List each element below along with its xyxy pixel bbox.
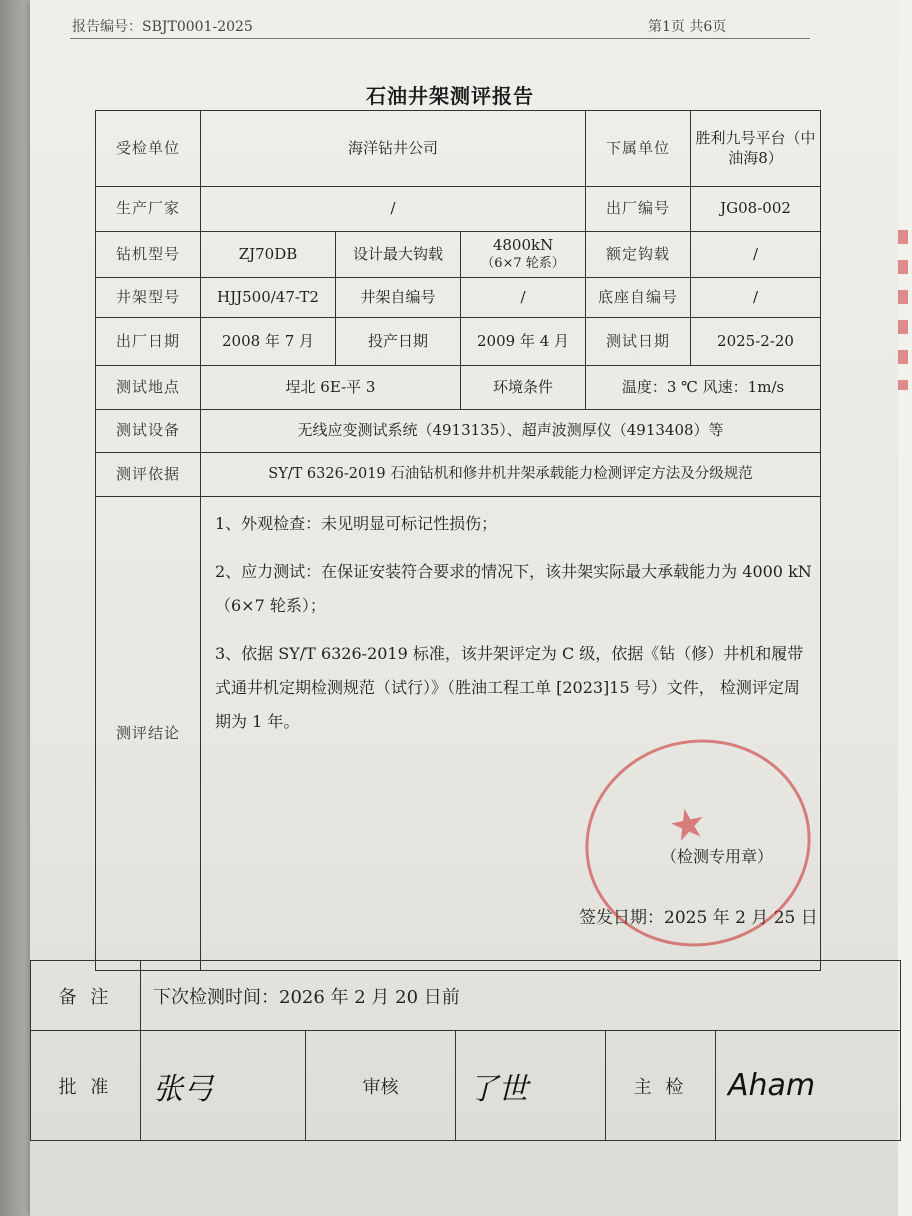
equipment-value: 无线应变测试系统（4913135）、超声波测厚仪（4913408）等 bbox=[201, 410, 821, 453]
env-label: 环境条件 bbox=[461, 366, 586, 410]
test-date-value: 2025-2-20 bbox=[691, 318, 821, 366]
table-row bbox=[31, 1031, 901, 1141]
factory-no-label: 出厂编号 bbox=[586, 187, 691, 232]
test-date-label: 测试日期 bbox=[586, 318, 691, 366]
factory-date-label: 出厂日期 bbox=[96, 318, 201, 366]
derrick-no-value: / bbox=[461, 278, 586, 318]
table-row bbox=[96, 232, 821, 278]
max-hook-load: 4800kN bbox=[492, 236, 554, 255]
basis-value: SY/T 6326-2019 石油钻机和修井机井架承载能力检测评定方法及分级规范 bbox=[201, 453, 821, 497]
factory-no-value: JG08-002 bbox=[691, 187, 821, 232]
table-row bbox=[96, 111, 821, 187]
approve-signature: 张弓 bbox=[141, 1031, 306, 1141]
background-sheet bbox=[0, 0, 30, 1216]
table-row bbox=[96, 278, 821, 318]
table-row bbox=[96, 453, 821, 497]
report-number: 报告编号：SBJT0001-2025 bbox=[72, 19, 253, 35]
base-no-label: 底座自编号 bbox=[586, 278, 691, 318]
inspector-label: 主 检 bbox=[606, 1031, 716, 1141]
margin-stamp-mark bbox=[898, 230, 908, 390]
derrick-model-value: HJJ500/47-T2 bbox=[201, 278, 336, 318]
table-row bbox=[96, 410, 821, 453]
star-icon: ★ bbox=[664, 796, 712, 853]
sub-unit-value: 胜利九号平台（中油海8） bbox=[691, 111, 821, 187]
table-row bbox=[96, 187, 821, 232]
remarks-value: 下次检测时间：2026 年 2 月 20 日前 bbox=[141, 961, 901, 1031]
conclusion-label: 测评结论 bbox=[96, 497, 201, 971]
basis-label: 测评依据 bbox=[96, 453, 201, 497]
rig-model-value: ZJ70DB bbox=[201, 232, 336, 278]
review-signature: 了世 bbox=[456, 1031, 606, 1141]
report-title: 石油井架测评报告 bbox=[366, 84, 534, 108]
stamp-label: （检测专用章） bbox=[661, 847, 774, 866]
max-hook-label: 设计最大钩载 bbox=[336, 232, 461, 278]
commission-date-value: 2009 年 4 月 bbox=[461, 318, 586, 366]
test-site-label: 测试地点 bbox=[96, 366, 201, 410]
table-row bbox=[96, 366, 821, 410]
test-site-value: 埕北 6E-平 3 bbox=[201, 366, 461, 410]
sign-date: 签发日期：2025 年 2 月 25 日 bbox=[579, 908, 818, 928]
factory-date-value: 2008 年 7 月 bbox=[201, 318, 336, 366]
max-hook-sub: （6×7 轮系） bbox=[481, 255, 565, 271]
inspector-signature: Aham bbox=[716, 1031, 901, 1141]
sub-unit-label: 下属单位 bbox=[586, 111, 691, 187]
review-label: 审核 bbox=[306, 1031, 456, 1141]
rated-hook-label: 额定钩载 bbox=[586, 232, 691, 278]
conclusion-item-3: 3、依据 SY/T 6326-2019 标准，该井架评定为 C 级，依据《钻（修）井机和履带式通井机定期检测规范（试行）》（胜油工程工单 [2023]15 号）文件， 检测评定周期为 1 年。 bbox=[215, 644, 804, 731]
base-no-value: / bbox=[691, 278, 821, 318]
rated-hook-value: / bbox=[691, 232, 821, 278]
inspected-unit-label: 受检单位 bbox=[96, 111, 201, 187]
max-hook-value bbox=[461, 232, 586, 278]
signature-table bbox=[30, 960, 901, 1141]
remarks-label: 备 注 bbox=[31, 961, 141, 1031]
conclusion-item-2: 2、应力测试：在保证安装符合要求的情况下，该井架实际最大承载能力为 4000 kN（6×7 轮系）； bbox=[215, 562, 812, 615]
inspected-unit-value: 海洋钻井公司 bbox=[201, 111, 586, 187]
env-value: 温度：3 ℃ 风速：1m/s bbox=[586, 366, 821, 410]
derrick-model-label: 井架型号 bbox=[96, 278, 201, 318]
commission-date-label: 投产日期 bbox=[336, 318, 461, 366]
manufacturer-value: / bbox=[201, 187, 586, 232]
table-row bbox=[96, 318, 821, 366]
derrick-no-label: 井架自编号 bbox=[336, 278, 461, 318]
page-info: 第1页 共6页 bbox=[648, 19, 727, 35]
manufacturer-label: 生产厂家 bbox=[96, 187, 201, 232]
header-divider bbox=[70, 38, 810, 39]
rig-model-label: 钻机型号 bbox=[96, 232, 201, 278]
equipment-label: 测试设备 bbox=[96, 410, 201, 453]
approve-label: 批 准 bbox=[31, 1031, 141, 1141]
conclusion-item-1: 1、外观检查：未见明显可标记性损伤； bbox=[215, 514, 498, 533]
table-row bbox=[31, 961, 901, 1031]
